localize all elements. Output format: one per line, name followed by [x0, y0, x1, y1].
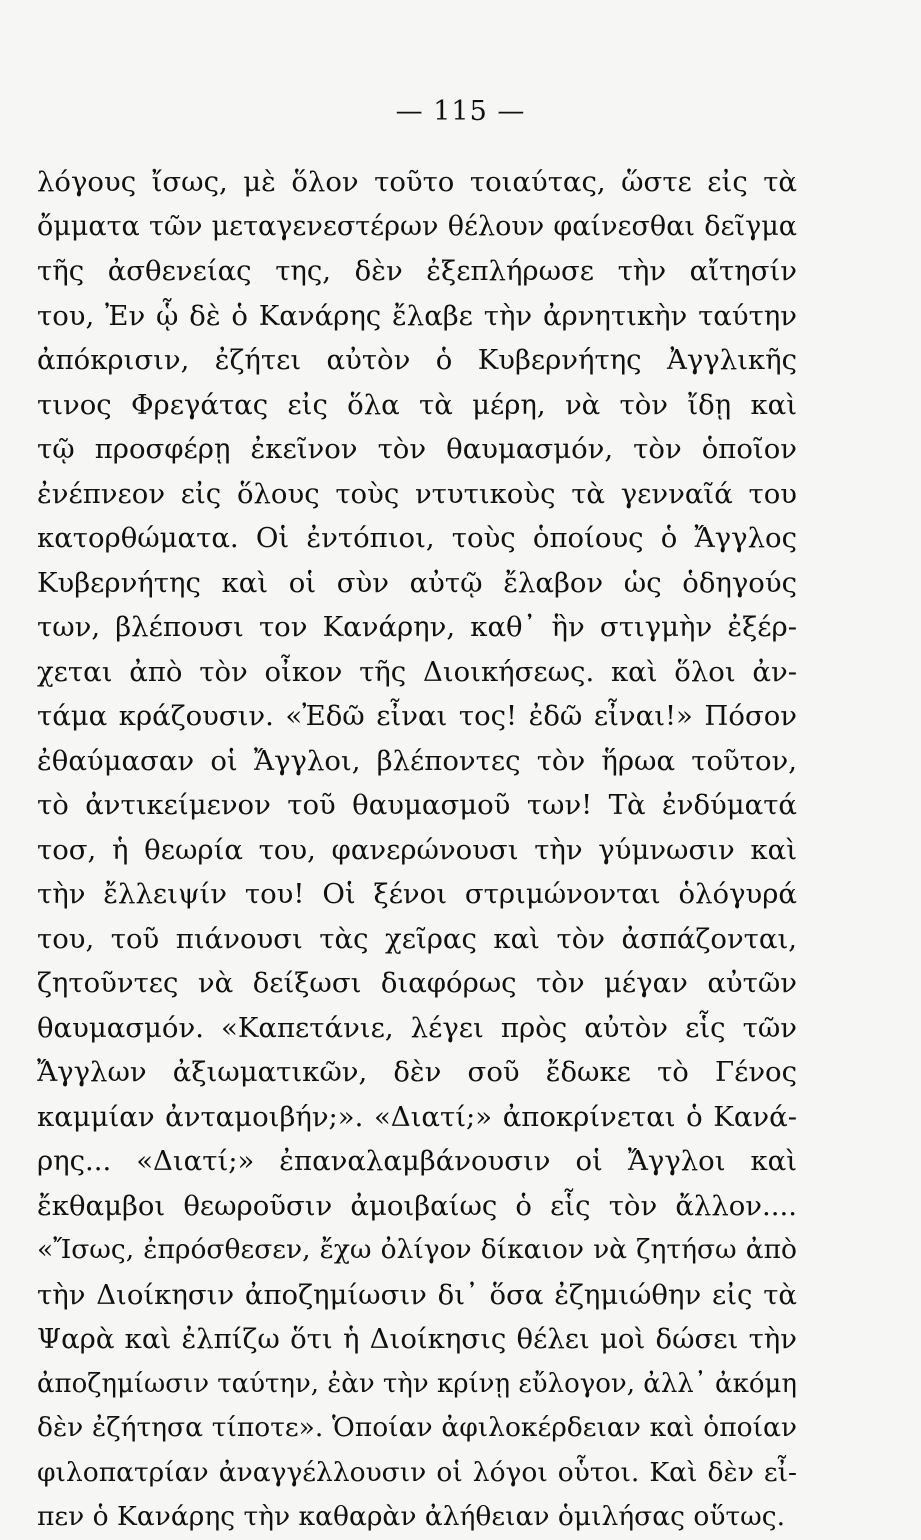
text-line: τῷ προσφέρῃ ἐκεῖνον τὸν θαυμασμόν, τὸν ὁποῖον [37, 433, 797, 465]
text-line: ὄμματα τῶν μεταγενεστέρων θέλουν φαίνεσθαι δεῖγμα [37, 210, 797, 242]
text-line: Ἄγγλων ἀξιωματικῶν, δὲν σοῦ ἔδωκε τὸ Γένος [37, 1056, 797, 1088]
text-line: τὴν Διοίκησιν ἀποζημίωσιν δι᾽ ὅσα ἐζημιώθην εἰς τὰ [37, 1278, 797, 1311]
text-line: τὴν ἔλλειψίν του! Οἱ ξένοι στριμώνονται ὁλόγυρά [37, 878, 797, 910]
text-line: «Ἴσως, ἐπρόσθεσεν, ἔχω ὀλίγον δίκαιον νὰ ζητήσω ἀπὸ [37, 1234, 797, 1265]
text-line: κατορθώματα. Οἱ ἐντόπιοι, τοὺς ὁποίους ὁ Ἄγγλος [37, 522, 797, 554]
text-line: πεν ὁ Κανάρης τὴν καθαρὰν ἀλήθειαν ὁμιλήσας οὕτως. [37, 1501, 786, 1532]
text-line: ἔκθαμβοι θεωροῦσιν ἀμοιβαίως ὁ εἷς τὸν ἄλλον.... [37, 1189, 797, 1222]
text-line: φιλοπατρίαν ἀναγγέλλουσιν οἱ λόγοι οὗτοι. Καὶ δὲν εἶ- [37, 1456, 797, 1488]
text-line: τὸ ἀντικείμενον τοῦ θαυμασμοῦ των! Τὰ ἐνδύματά [37, 789, 797, 821]
text-line: λόγους ἴσως, μὲ ὅλον τοῦτο τοιαύτας, ὥστε εἰς τὰ [37, 166, 797, 198]
text-line: Ψαρὰ καὶ ἐλπίζω ὅτι ἡ Διοίκησις θέλει μοὶ δώσει τὴν [37, 1323, 797, 1355]
text-line: καμμίαν ἀνταμοιβήν;». «Διατί;» ἀποκρίνεται ὁ Κανά- [37, 1100, 797, 1133]
text-line: τάμα κράζουσιν. «Ἐδῶ εἶναι τος! ἐδῶ εἶναι!» Πόσον [37, 700, 797, 732]
text-line: τῆς ἀσθενείας της, δὲν ἐξεπλήρωσε τὴν αἴτησίν [37, 255, 797, 287]
text-line: τοσ, ἡ θεωρία του, φανερώνουσι τὴν γύμνωσιν καὶ [37, 833, 797, 866]
text-line: ρης... «Διατί;» ἐπαναλαμβάνουσιν οἱ Ἄγγλοι καὶ [37, 1145, 797, 1177]
text-line: ἀπόκρισιν, ἐζήτει αὐτὸν ὁ Κυβερνήτης Ἀγγλικῆς [37, 344, 797, 376]
text-line: ἐνέπνεον εἰς ὅλους τοὺς ντυτικοὺς τὰ γενναῖά του [37, 477, 797, 510]
text-line: των, βλέπουσι τον Κανάρην, καθ᾽ ἣν στιγμὴν ἐξέρ- [37, 611, 797, 643]
text-line: θαυμασμόν. «Καπετάνιε, λέγει πρὸς αὐτὸν εἷς τῶν [37, 1011, 797, 1044]
text-line: ζητοῦντες νὰ δείξωσι διαφόρως τὸν μέγαν αὐτῶν [37, 967, 797, 999]
page-number: — 115 — [395, 96, 526, 127]
text-line: Κυβερνήτης καὶ οἱ σὺν αὐτῷ ἔλαβον ὡς ὁδηγούς [37, 566, 797, 599]
text-line: χεται ἀπὸ τὸν οἶκον τῆς Διοικήσεως. καὶ ὅλοι ἀν- [37, 655, 797, 688]
text-line: ἀποζημίωσιν ταύτην, ἐὰν τὴν κρίνῃ εὔλογον, ἀλλ᾽ ἀκόμη [37, 1368, 797, 1399]
text-line: ἐθαύμασαν οἱ Ἄγγλοι, βλέποντες τὸν ἥρωα τοῦτον, [37, 744, 797, 777]
text-line: δὲν ἐζήτησα τίποτε». Ὁποίαν ἀφιλοκέρδειαν καὶ ὁποίαν [37, 1412, 797, 1443]
text-line: του, τοῦ πιάνουσι τὰς χεῖρας καὶ τὸν ἀσπάζονται, [37, 922, 797, 955]
body-text [37, 160, 797, 1540]
text-line: του, Ἐν ᾧ δὲ ὁ Κανάρης ἔλαβε τὴν ἀρνητικὴν ταύτην [37, 299, 797, 332]
text-line: τινος Φρεγάτας εἰς ὅλα τὰ μέρη, νὰ τὸν ἴδῃ καὶ [37, 388, 797, 421]
